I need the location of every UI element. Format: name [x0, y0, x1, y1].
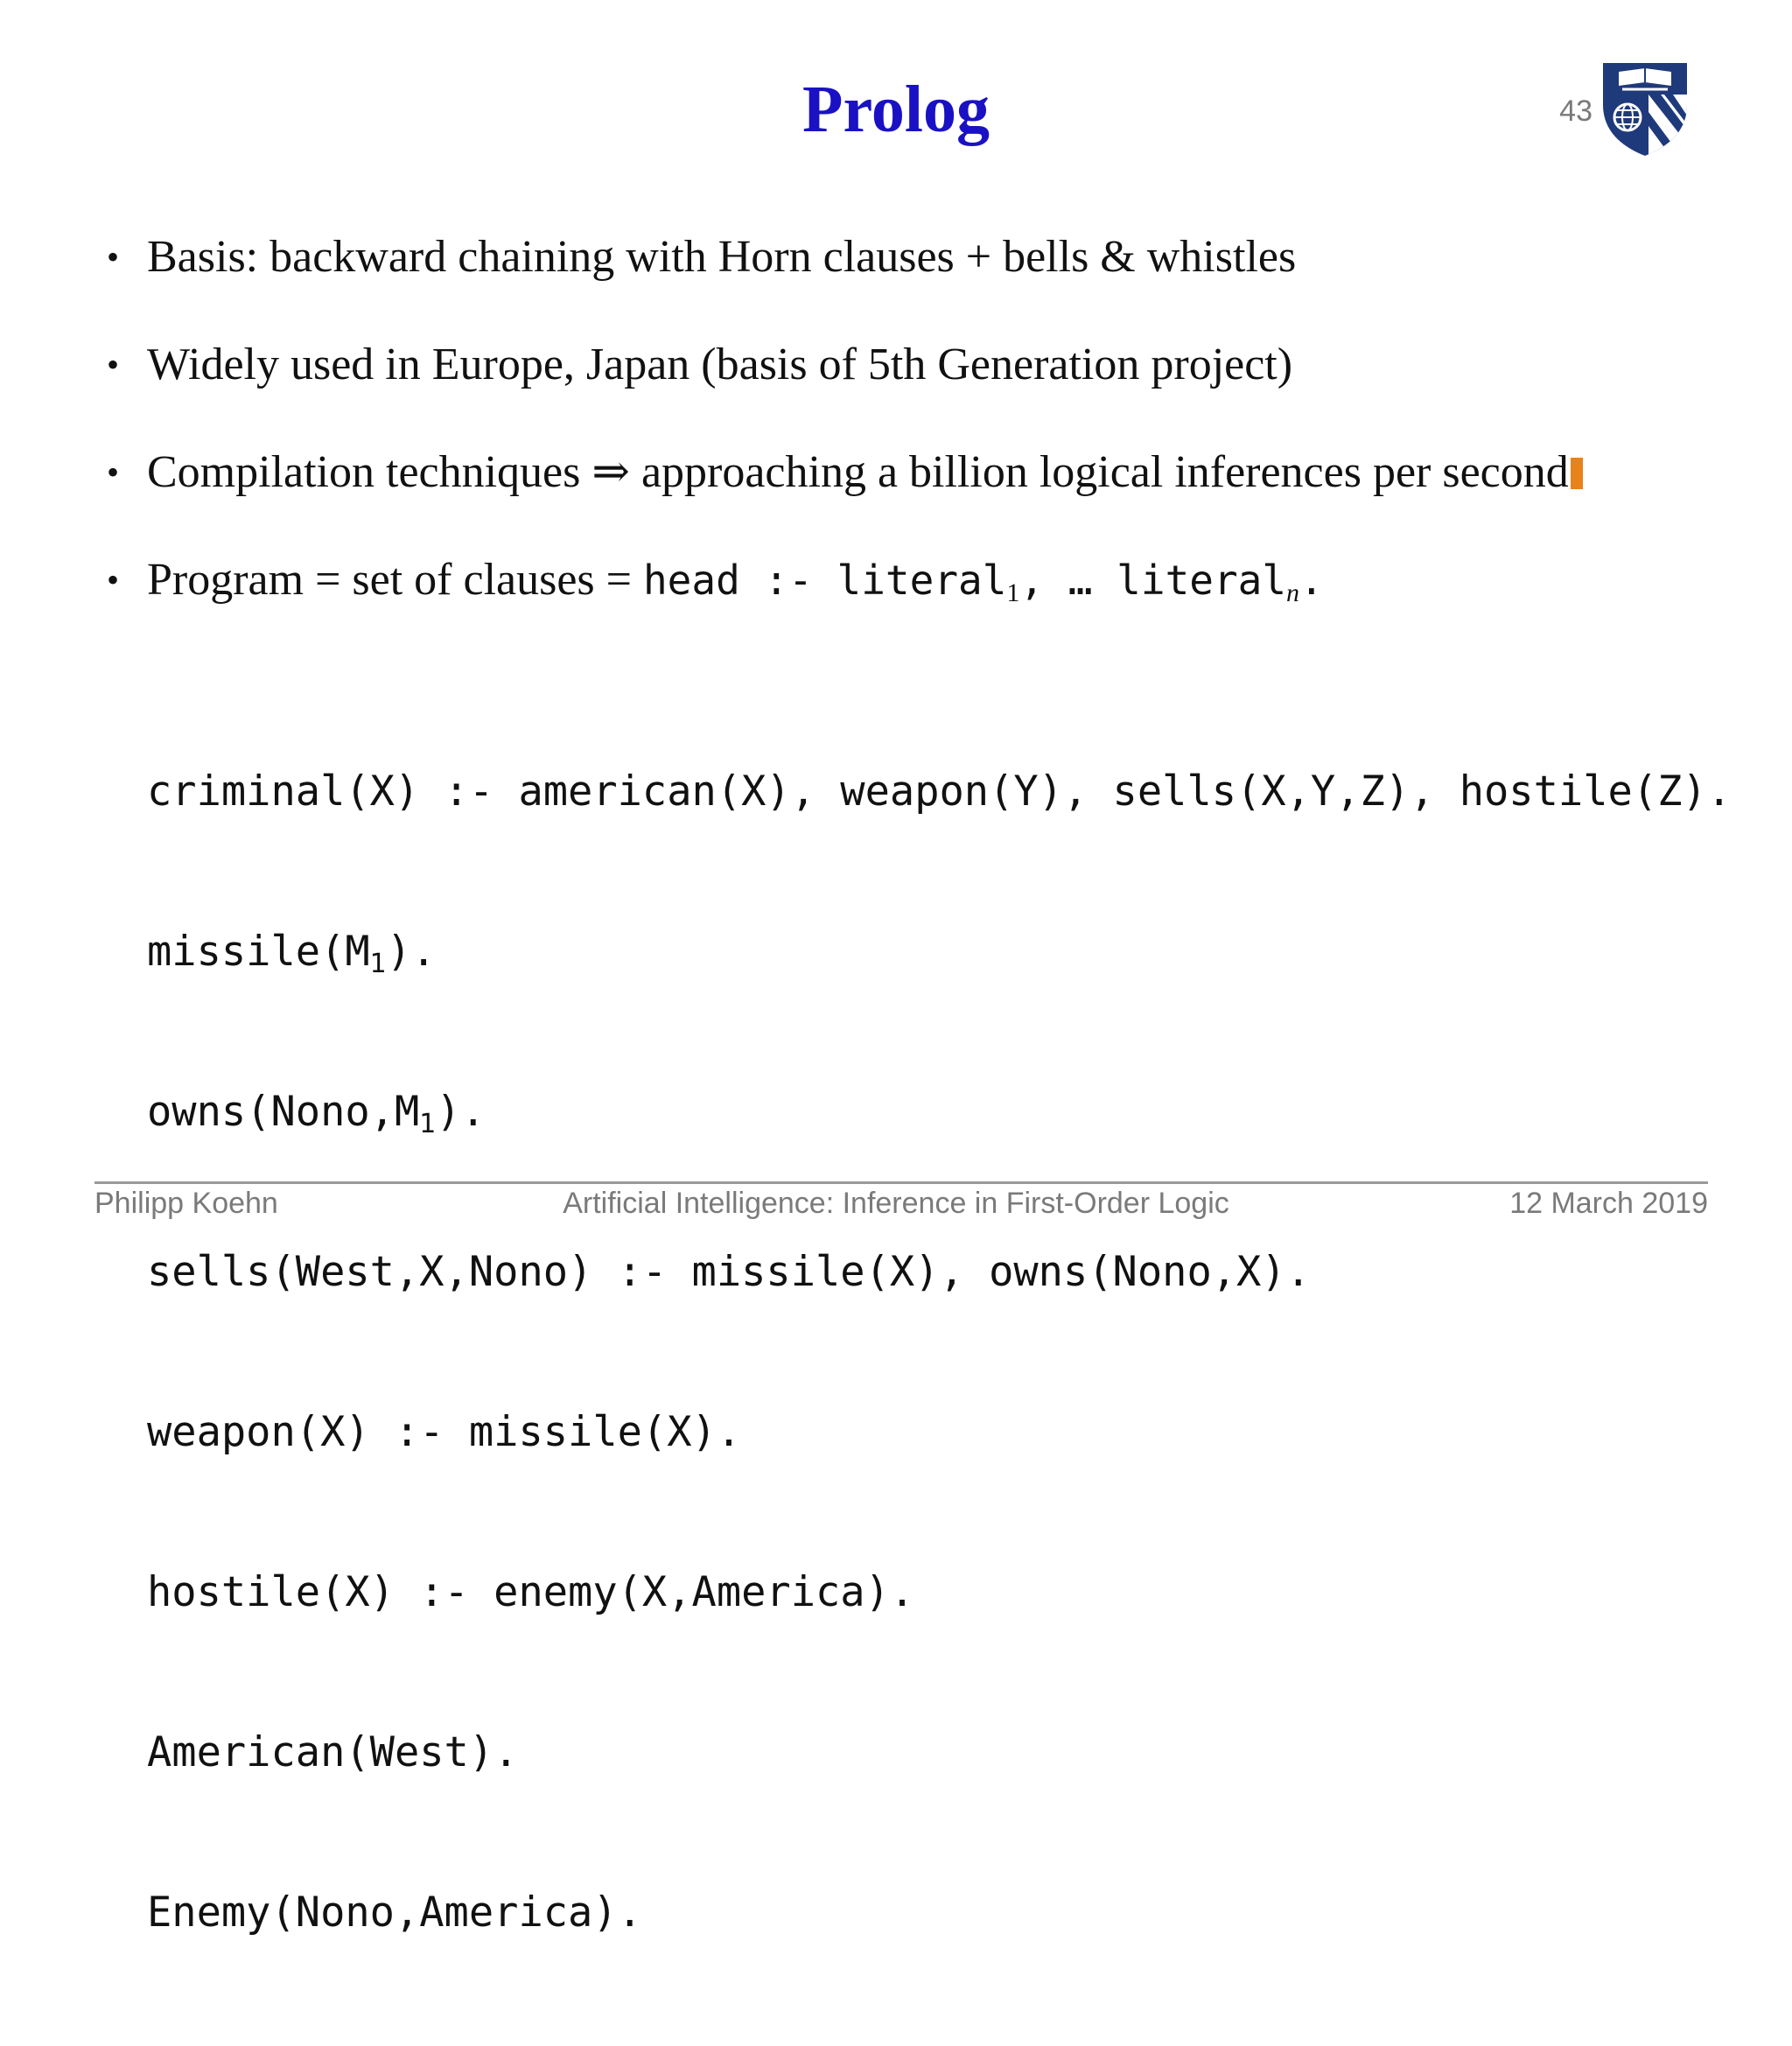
- footer-author: Philipp Koehn: [94, 1187, 278, 1220]
- bullet-text: Basis: backward chaining with Horn clauses + bells & whistles: [147, 232, 1297, 282]
- code-line: sells(West,X,Nono) :- missile(X), owns(Nono,X).: [147, 1248, 1311, 1296]
- footer-divider: [94, 1181, 1708, 1184]
- code-line: hostile(X) :- enemy(X,America).: [147, 1568, 915, 1616]
- clause-mid-code: , … literal: [1019, 557, 1287, 604]
- code-line: criminal(X) :- american(X), weapon(Y), sells(X,Y,Z), hostile(Z).: [147, 767, 1732, 816]
- bullet-list: [103, 229, 1583, 660]
- bullet-text: Compilation techniques ⇒ approaching a billion logical inferences per second: [147, 447, 1569, 497]
- code-line: Enemy(Nono,America).: [147, 1888, 642, 1937]
- code-line: [147, 925, 1732, 978]
- bullet-marker: •: [107, 452, 120, 492]
- bullet-item: [103, 552, 1583, 660]
- subscript-one: 1: [1006, 578, 1020, 607]
- slide-title: Prolog: [802, 73, 990, 146]
- bullet-text: Program = set of clauses =: [147, 555, 643, 605]
- code-line: American(West).: [147, 1728, 519, 1776]
- clause-head-code: head :- literal: [642, 557, 1007, 604]
- bullet-item: [103, 445, 1583, 552]
- code-line: weapon(X) :- missile(X).: [147, 1408, 742, 1456]
- prolog-code-block: [147, 658, 1732, 2046]
- bullet-text: Widely used in Europe, Japan (basis of 5th Generation project): [147, 340, 1293, 389]
- code-subscript: 1: [369, 949, 387, 979]
- footer-course: Artificial Intelligence: Inference in First-Order Logic: [563, 1187, 1229, 1220]
- bullet-item: [103, 229, 1583, 337]
- bullet-marker: •: [107, 560, 120, 599]
- code-text: ).: [436, 1088, 486, 1136]
- code-text: missile(M: [147, 928, 370, 976]
- code-text: owns(Nono,M: [147, 1088, 420, 1136]
- page-number: 43: [1559, 95, 1592, 128]
- cursor-marker-icon: [1571, 458, 1583, 489]
- code-line: [147, 1085, 1732, 1139]
- bullet-item: [103, 337, 1583, 445]
- code-text: ).: [386, 928, 437, 976]
- code-subscript: 1: [419, 1109, 437, 1139]
- bullet-marker: •: [107, 345, 120, 384]
- university-shield-icon: [1600, 60, 1690, 158]
- footer-date: 12 March 2019: [1509, 1187, 1708, 1220]
- subscript-n: n: [1286, 578, 1300, 607]
- clause-end-code: .: [1299, 557, 1324, 604]
- bullet-marker: •: [107, 237, 120, 277]
